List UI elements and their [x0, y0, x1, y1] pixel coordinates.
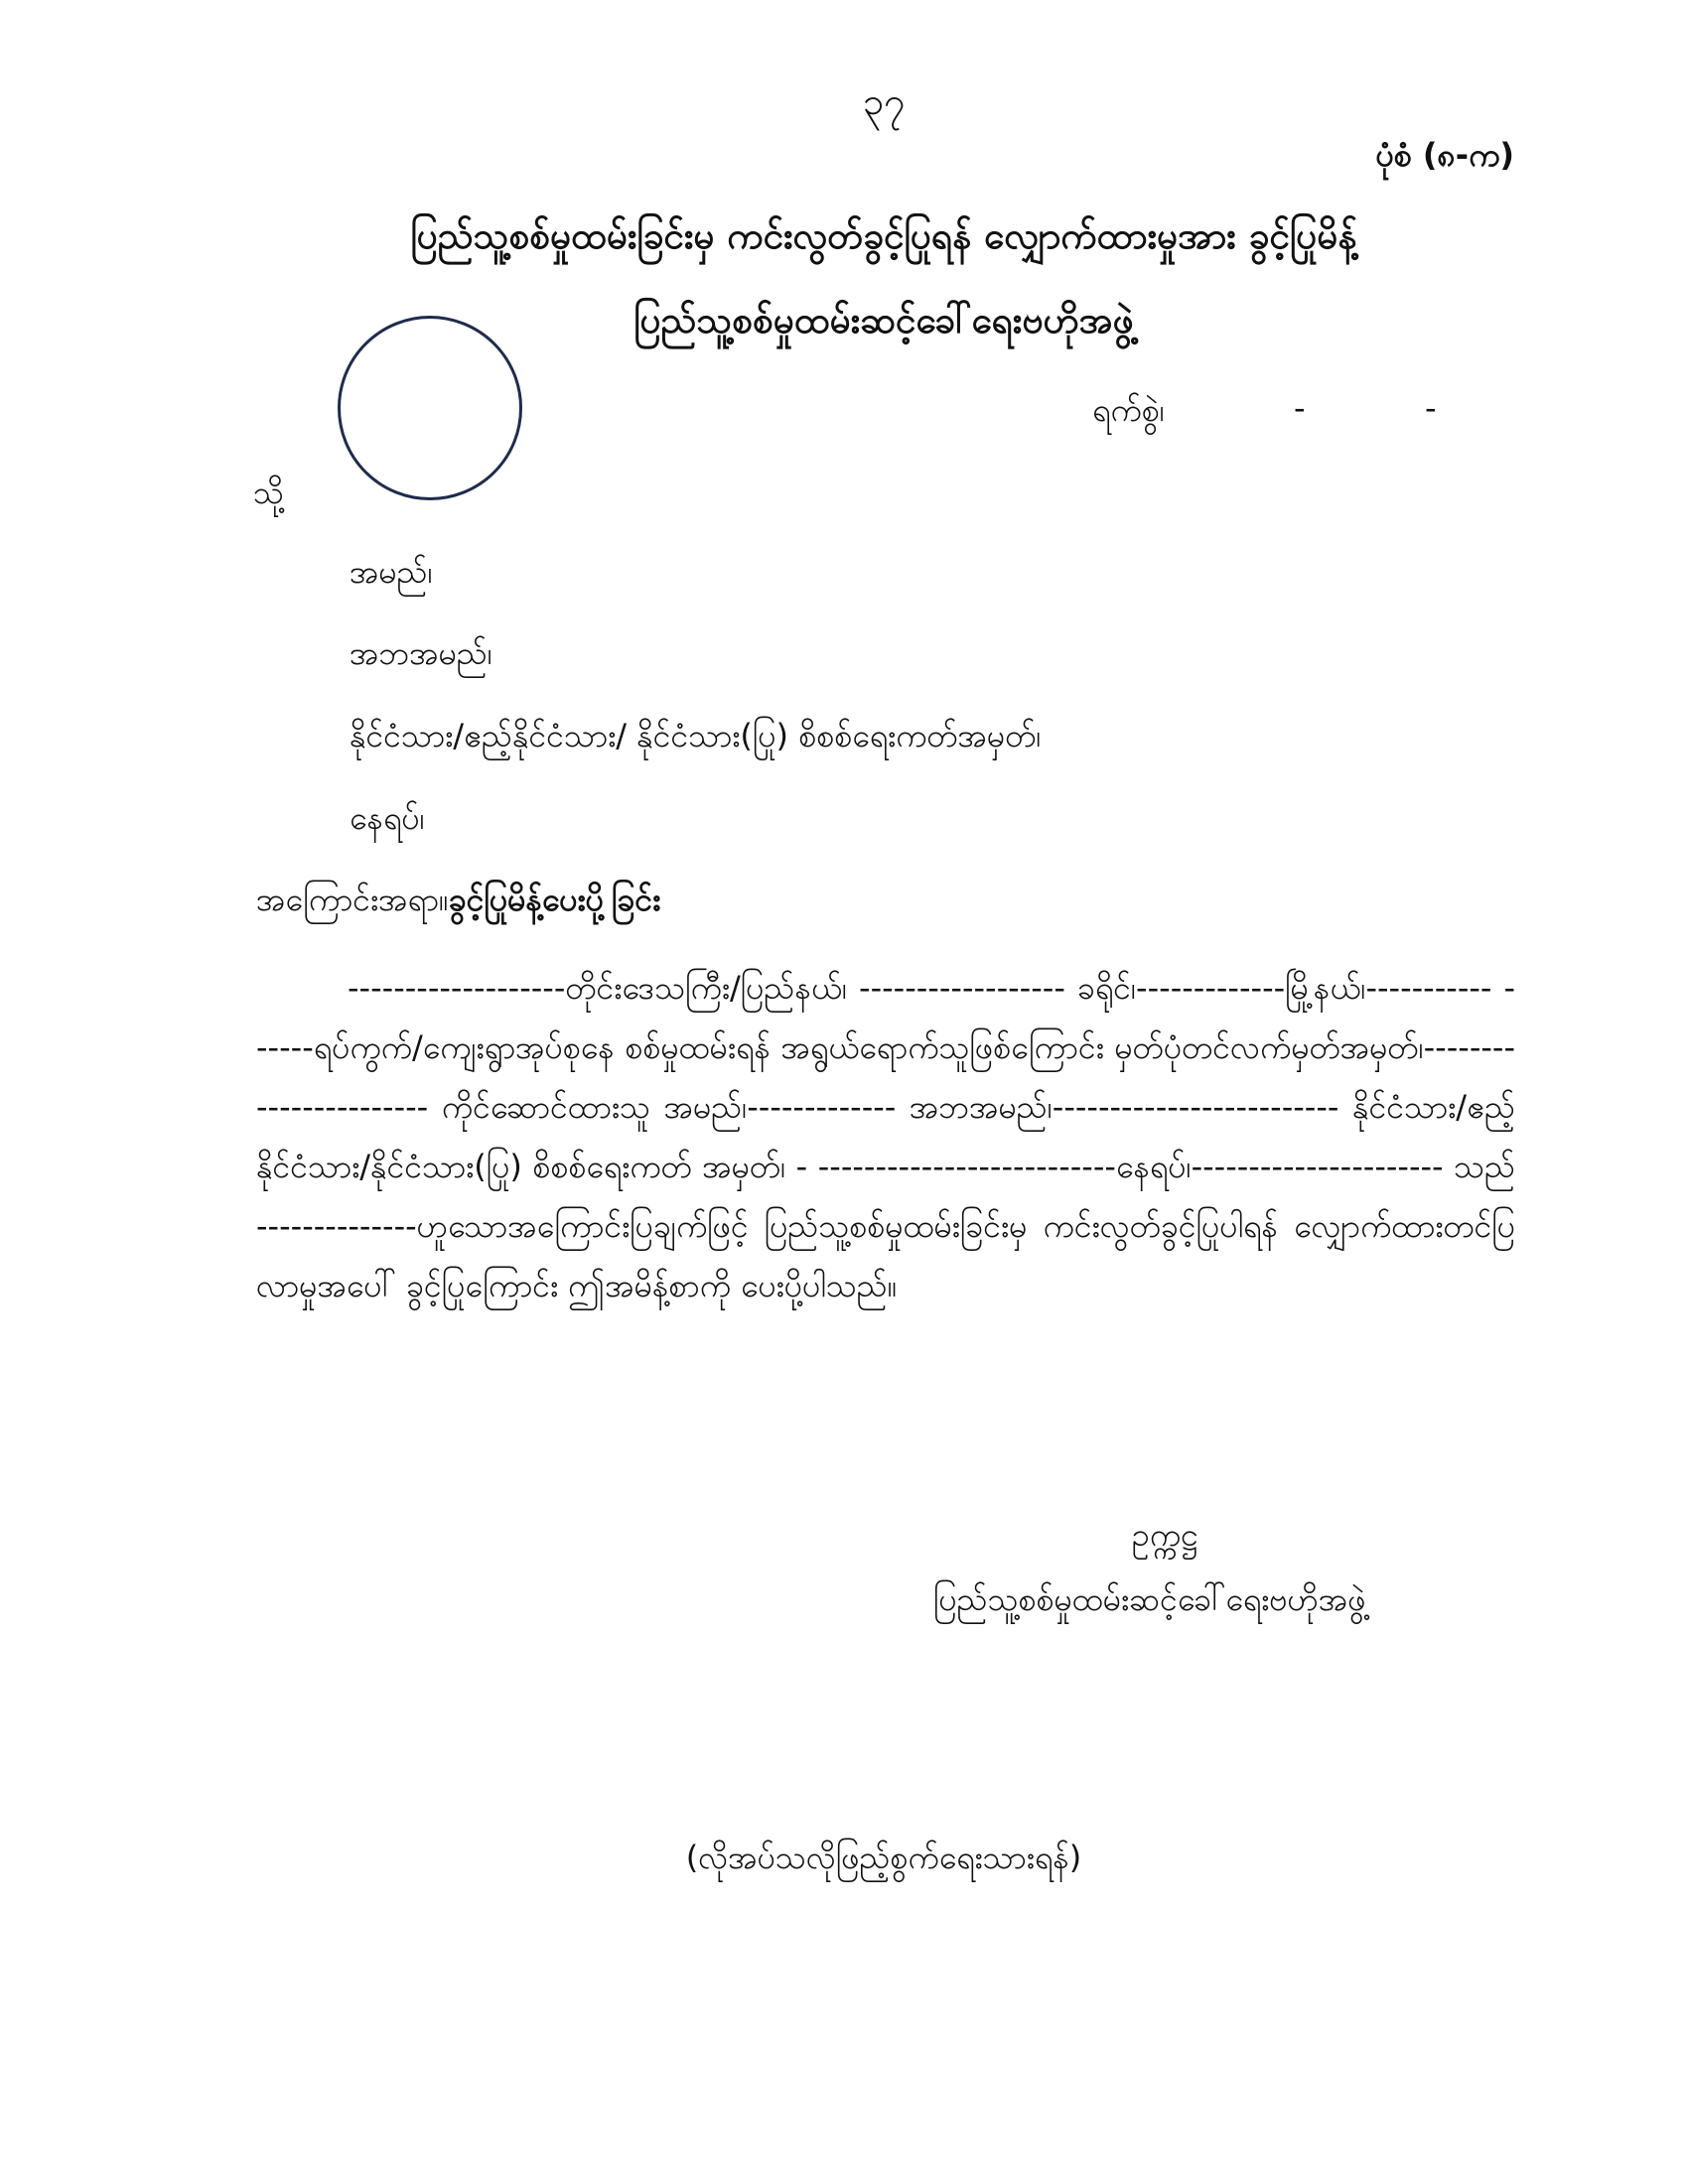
field-name: အမည်၊ [350, 553, 433, 591]
signature-title: ဥက္ကဋ္ဌ [1132, 1516, 1198, 1554]
field-address: နေရပ်၊ [350, 799, 425, 837]
body-paragraph: -------------------တိုင်းဒေသကြီး/ပြည်နယ်၊ ------------------ ခရိုင်၊-------------မြို့နယ်၊----------- ------ရပ်ကွက်/ကျေးရွာအုပ်စုနေ စစ်မှုထမ်းရန် အရွယ်ရောက်သူဖြစ်ကြောင်း မှတ်ပုံတင်လက်မှတ်အမှတ်၊----------------------- ကိုင်ဆောင်ထားသူ အမည်၊------------- အဘအမည်၊------------------------- နိုင်ငံသား/ဧည့်နိုင်ငံသား/နိုင်ငံသား(ပြု) စိစစ်ရေးကတ် အမှတ်၊ - --------------------------နေရပ်၊---------------------- သည် --------------ဟူသောအကြောင်းပြချက်ဖြင့် ပြည်သူ့စစ်မှုထမ်းခြင်းမှ ကင်းလွတ်ခွင့်ပြုပါရန် လျှောက်ထားတင်ပြ လာမှုအပေါ် ခွင့်ပြုကြောင်း ဤအမိန့်စာကို ပေးပို့ပါသည်။ [256, 969, 1515, 1304]
date-separator: - [1425, 389, 1437, 427]
field-father-name: အဘအမည်၊ [350, 634, 492, 672]
field-id-card: နိုင်ငံသား/ဧည့်နိုင်ငံသား/ နိုင်ငံသား(ပြု) စိစစ်ရေးကတ်အမှတ်၊ [350, 717, 1042, 754]
subject-label: အကြောင်းအရာ။ [256, 881, 449, 918]
footer-note: (လိုအပ်သလိုဖြည့်စွက်ရေးသားရန်) [685, 1839, 1082, 1876]
recipient-to: သို့ [253, 474, 284, 511]
form-code: ပုံစံ (၈-က) [1375, 136, 1514, 174]
subject-line [256, 879, 660, 926]
subject-text: ခွင့်ပြုမိန့်ပေးပို့ခြင်း [448, 881, 661, 918]
issuing-body-title: ပြည်သူ့စစ်မှုထမ်းဆင့်ခေါ်ရေးဗဟိုအဖွဲ့ [633, 299, 1134, 341]
signature-organization: ပြည်သူ့စစ်မှုထမ်းဆင့်ခေါ်ရေးဗဟိုအဖွဲ့ [933, 1580, 1366, 1618]
date-label: ရက်စွဲ၊ [1092, 391, 1165, 429]
date-separator: - [1294, 389, 1306, 427]
page-number: ၃၇ [862, 79, 906, 123]
seal-circle [338, 316, 522, 500]
document-title: ပြည်သူ့စစ်မှုထမ်းခြင်းမှ ကင်းလွတ်ခွင့်ပြုရန် လျှောက်ထားမှုအား ခွင့်ပြုမိန့် [410, 214, 1357, 257]
